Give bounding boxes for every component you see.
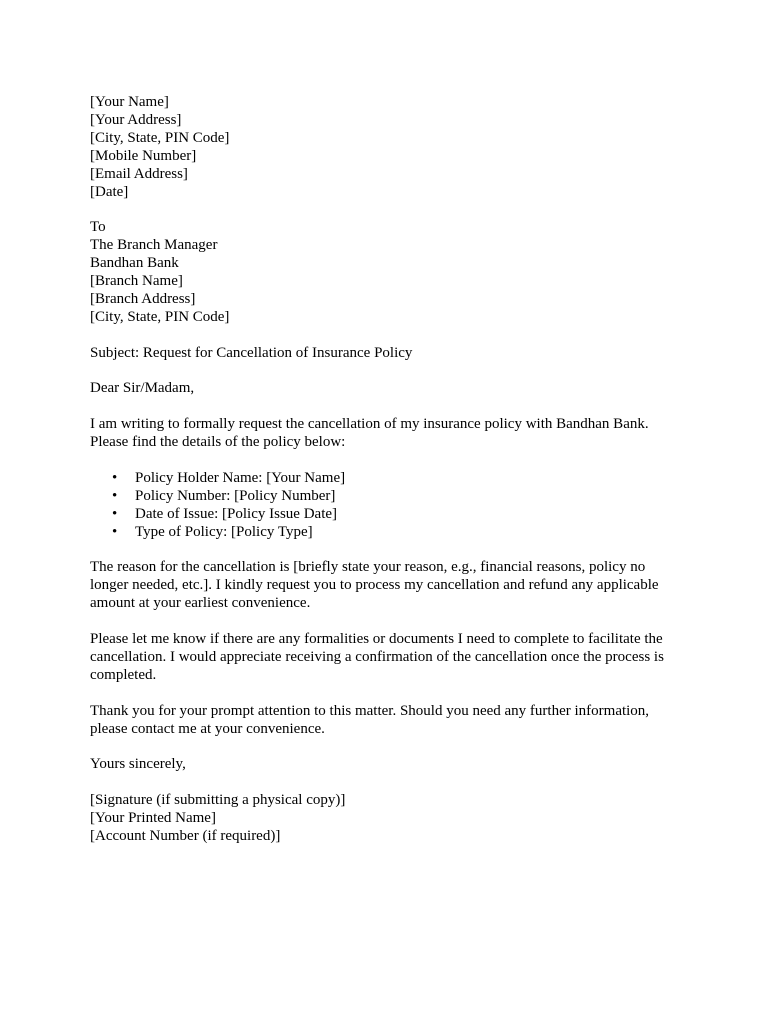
policy-type: Type of Policy: [Policy Type] <box>135 523 313 540</box>
sender-address-block <box>90 94 680 201</box>
recipient-branch-name: [Branch Name] <box>90 273 183 290</box>
bullet-icon: • <box>112 505 118 522</box>
subject-line <box>90 345 680 363</box>
thanks-paragraph: Thank you for your prompt attention to this matter. Should you need any further information, please contact me at your convenience. <box>90 702 650 737</box>
sender-city-state-pin: [City, State, PIN Code] <box>90 129 230 146</box>
bullet-icon: • <box>112 469 118 486</box>
signature-block <box>90 792 680 846</box>
letter-date: [Date] <box>90 183 129 200</box>
salutation-text: Dear Sir/Madam, <box>90 380 195 397</box>
bullet-icon: • <box>112 523 118 540</box>
salutation <box>90 380 680 398</box>
recipient-bank: Bandhan Bank <box>90 255 179 272</box>
closing <box>90 756 680 774</box>
signature-line: [Signature (if submitting a physical copy)] <box>90 792 346 809</box>
list-item <box>90 524 680 542</box>
bullet-icon: • <box>112 487 118 504</box>
subject-text: Subject: Request for Cancellation of Insurance Policy <box>90 344 413 361</box>
policy-issue-date: Date of Issue: [Policy Issue Date] <box>135 505 338 522</box>
account-number: [Account Number (if required)] <box>90 828 281 844</box>
formalities-paragraph: Please let me know if there are any formalities or documents I need to complete to facilitate the cancellation. I would appreciate receiving a confirmation of the cancellation once the process is completed. <box>90 631 664 683</box>
sender-address: [Your Address] <box>90 111 182 128</box>
recipient-to: To <box>90 219 106 236</box>
list-item <box>90 506 680 524</box>
letter-page <box>90 94 680 864</box>
policy-number: Policy Number: [Policy Number] <box>135 487 336 504</box>
list-item <box>90 488 680 506</box>
list-item <box>90 470 680 488</box>
reason-paragraph: The reason for the cancellation is [briefly state your reason, e.g., financial reasons, policy no longer needed, etc.]. I kindly request you to process my cancellation and refund any applicable amount at your earliest convenience. <box>90 559 659 612</box>
policy-holder-name: Policy Holder Name: [Your Name] <box>135 469 346 486</box>
policy-details-list <box>90 470 680 542</box>
sender-mobile: [Mobile Number] <box>90 147 197 164</box>
sender-email: [Email Address] <box>90 165 188 182</box>
recipient-branch-address: [Branch Address] <box>90 290 196 307</box>
intro-paragraph: I am writing to formally request the cancellation of my insurance policy with Bandhan Bank. Please find the details of the policy below: <box>90 416 649 451</box>
closing-text: Yours sincerely, <box>90 756 186 773</box>
recipient-city-state-pin: [City, State, PIN Code] <box>90 308 230 325</box>
recipient-title: The Branch Manager <box>90 237 218 254</box>
recipient-address-block <box>90 219 680 326</box>
printed-name: [Your Printed Name] <box>90 810 216 827</box>
sender-name: [Your Name] <box>90 94 169 110</box>
